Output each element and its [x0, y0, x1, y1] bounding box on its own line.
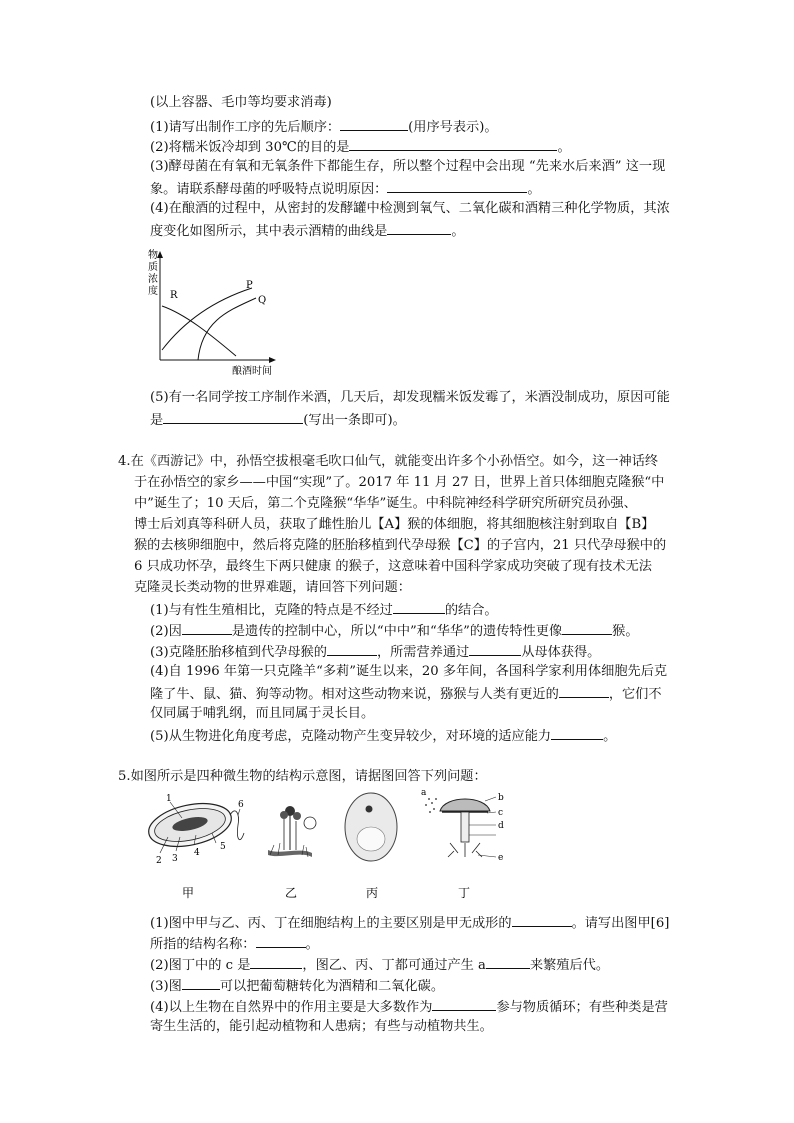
q4-sub3 — [150, 641, 600, 663]
graph-ylabel-4: 度 — [148, 286, 158, 297]
q3-sub1 — [150, 116, 498, 138]
q4-sub4-line2 — [150, 683, 662, 705]
q4-sub2-text: (2)因 — [150, 624, 182, 639]
q4-line4: 博士后刘真等科研人员，获取了雌性胎儿【A】猴的体细胞，将其细胞核注射到取自【B】 — [134, 517, 655, 532]
answer-blank[interactable] — [182, 620, 232, 635]
curve-r-label: R — [170, 290, 178, 301]
graph-ylabel-3: 浓 — [148, 274, 158, 285]
q4-sub3-tail: 从母体获得。 — [521, 645, 601, 660]
label-e: e — [498, 853, 504, 863]
label-a: a — [421, 788, 427, 798]
q5-line1: 5.如图所示是四种微生物的结构示意图，请据图回答下列问题： — [118, 769, 487, 784]
q5-sub2-tail: 来繁殖后代。 — [529, 958, 610, 973]
q5-sub1-line2 — [150, 933, 319, 955]
label-4: 4 — [194, 848, 200, 858]
q4-line3: 中”诞生了；10 天后，第二个克隆猴“华华”诞生。中科院神经科学研究所研究员孙强、 — [134, 496, 637, 511]
q3-sub3-line1: (3)酵母菌在有氧和无氧条件下都能生存，所以整个过程中会出现 “先来水后来酒” 这一现 — [150, 159, 666, 174]
q5-sub1-line2-tail: 。 — [305, 937, 319, 952]
q5-sub2-text: (2)图丁中的 c 是 — [150, 958, 251, 973]
q3-sub3-line2 — [150, 178, 541, 200]
q3-sub1-text: (1)请写出制作工序的先后顺序： — [150, 120, 341, 135]
answer-blank[interactable] — [387, 178, 527, 193]
mushroom-hyphae — [448, 843, 482, 857]
label-1: 1 — [166, 794, 172, 804]
answer-blank[interactable] — [182, 975, 220, 990]
q4-sub2-mid: 是遗传的控制中心，所以“中中”和“华华”的遗传特性更像 — [231, 624, 563, 639]
answer-blank[interactable] — [562, 620, 612, 635]
q4-line2: 于在孙悟空的家乡——中国“实现”了。2017 年 11 月 27 日，世界上首只体细胞克隆猴“中 — [134, 475, 665, 490]
q5-sub4-line2: 寄生生活的，能引起动植物和人患病；有些与动植物共生。 — [150, 1019, 493, 1034]
curve-q — [198, 298, 256, 360]
mold-hyphae — [268, 850, 312, 857]
q4-sub3-mid: ，所需营养通过 — [376, 645, 470, 660]
q4-line7: 克隆灵长类动物的世界难题，请回答下列问题： — [134, 580, 411, 595]
answer-blank[interactable] — [250, 954, 302, 969]
q4-sub5 — [150, 725, 616, 747]
mushroom-figure — [421, 788, 504, 863]
q4-sub5-text: (5)从生物进化角度考虑，克隆动物产生变异较少，对环境的适应能力 — [150, 729, 552, 744]
q5-sub1-tail: 。请写出图甲[6] — [571, 916, 670, 931]
q5-sub4-tail: 参与物质循环；有些种类是营 — [496, 1000, 668, 1015]
q3-intro: (以上容器、毛巾等均要求消毒) — [150, 95, 332, 110]
q4-sub1-text: (1)与有性生殖相比，克隆的特点是不经过 — [150, 603, 393, 618]
q4-line1: 4.在《西游记》中，孙悟空拔根毫毛吹口仙气，就能变出许多个小孙悟空。如今，这一神话终 — [118, 454, 659, 469]
label-d: d — [498, 821, 504, 831]
figure-label-jia: 甲 — [182, 886, 195, 900]
figure-label-bing: 丙 — [366, 886, 379, 900]
label-b: b — [498, 793, 504, 803]
q3-sub4-line1: (4)在酿酒的过程中，从密封的发酵罐中检测到氧气、二氧化碳和酒精三种化学物质，其浓 — [150, 201, 670, 216]
q4-sub1 — [150, 599, 498, 621]
q3-sub3-tail: 。 — [527, 182, 541, 197]
yeast-nucleus — [366, 806, 373, 813]
answer-blank[interactable] — [163, 409, 303, 424]
q3-sub5-tail: (写出一条即可)。 — [303, 413, 406, 428]
bacterium-flagellum — [230, 811, 244, 840]
label-6: 6 — [238, 800, 244, 810]
q4-sub4-line3: 仅同属于哺乳纲，而且同属于灵长目。 — [150, 706, 375, 721]
q3-sub4-text: 度变化如图所示，其中表示酒精的曲线是 — [150, 224, 388, 239]
concentration-graph — [140, 248, 280, 378]
bacterium-figure — [145, 794, 244, 866]
answer-blank[interactable] — [469, 641, 521, 656]
q3-sub3-text: 象。请联系酵母菌的呼吸特点说明原因： — [150, 182, 388, 197]
q5-sub1-line2-text: 所指的结构名称： — [150, 937, 256, 952]
mushroom-stalk — [461, 812, 469, 842]
graph-x-label: 酿酒时间 — [232, 366, 272, 377]
curve-q-label: Q — [258, 295, 267, 306]
answer-blank[interactable] — [349, 136, 557, 151]
q4-sub5-tail: 。 — [603, 729, 617, 744]
figure-label-yi: 乙 — [285, 886, 298, 900]
q3-sub5-line1: (5)有一名同学按工序制作米酒，几天后，却发现糯米饭发霉了，米酒没制成功，原因可能 — [150, 390, 670, 405]
q3-sub4-tail: 。 — [451, 224, 465, 239]
answer-blank[interactable] — [486, 954, 530, 969]
answer-blank[interactable] — [559, 683, 609, 698]
answer-blank[interactable] — [551, 725, 603, 740]
label-c: c — [498, 808, 504, 818]
curve-p-label: P — [246, 280, 253, 291]
graph-x-arrow — [269, 357, 276, 363]
q5-sub1-line1 — [150, 912, 669, 934]
q5-sub2 — [150, 954, 609, 976]
q3-sub5-line2 — [150, 409, 406, 431]
yeast-vacuole — [357, 827, 385, 851]
q4-sub3-text: (3)克隆胚胎移植到代孕母猴的 — [150, 645, 327, 660]
q4-sub2 — [150, 620, 639, 642]
q5-sub4-line1 — [150, 996, 668, 1018]
answer-blank[interactable] — [393, 599, 445, 614]
q4-line5: 猴的去核卵细胞中，然后将克隆的胚胎移植到代孕母猴【C】的子宫内，21 只代孕母猴中的 — [134, 538, 667, 553]
q3-sub1-tail: (用序号表示)。 — [408, 120, 498, 135]
q4-sub4-text: 隆了牛、鼠、猫、狗等动物。相对这些动物来说，猕猴与人类有更近的 — [150, 687, 559, 702]
q5-sub1-text: (1)图中甲与乙、丙、丁在细胞结构上的主要区别是甲无成形的 — [150, 916, 512, 931]
microorganism-figure — [140, 785, 510, 900]
figure-label-ding: 丁 — [458, 886, 471, 900]
q4-sub4-line1: (4)自 1996 年第一只克隆羊“多莉”诞生以来，20 多年间，各国科学家利用体细胞先后克 — [150, 664, 668, 679]
q5-sub4-text: (4)以上生物在自然界中的作用主要是大多数作为 — [150, 1000, 433, 1015]
graph-ylabel-1: 物 — [148, 250, 158, 261]
q5-sub3 — [150, 975, 444, 997]
label-2: 2 — [156, 856, 162, 866]
mold-figure — [268, 806, 316, 857]
answer-blank[interactable] — [512, 912, 572, 927]
mushroom-cap — [440, 799, 490, 811]
answer-blank[interactable] — [340, 116, 408, 131]
q5-sub3-text: (3)图 — [150, 979, 182, 994]
label-3: 3 — [172, 854, 178, 864]
yeast-figure — [345, 793, 397, 861]
q4-sub1-tail: 的结合。 — [444, 603, 498, 618]
label-5: 5 — [220, 842, 226, 852]
answer-blank[interactable] — [256, 933, 306, 948]
q3-sub2-text: (2)将糯米饭冷却到 30℃的目的是 — [150, 140, 350, 155]
q3-sub2-tail: 。 — [557, 140, 571, 155]
q5-sub3-tail: 可以把葡萄糖转化为酒精和二氧化碳。 — [219, 979, 445, 994]
answer-blank[interactable] — [432, 996, 496, 1011]
graph-ylabel-2: 质 — [148, 262, 158, 273]
q4-line6: 6 只成功怀孕，最终生下两只健康 的猴子，这意味着中国科学家成功突破了现有技术无法 — [134, 559, 652, 574]
q5-sub2-mid: ，图乙、丙、丁都可通过产生 a — [302, 958, 486, 973]
q3-sub2 — [150, 136, 571, 158]
answer-blank[interactable] — [387, 220, 451, 235]
q3-sub4-line2 — [150, 220, 465, 242]
q4-sub4-tail: ，它们不 — [608, 687, 662, 702]
q4-sub2-tail: 猴。 — [612, 624, 639, 639]
q3-sub5-text: 是 — [150, 413, 164, 428]
answer-blank[interactable] — [327, 641, 377, 656]
